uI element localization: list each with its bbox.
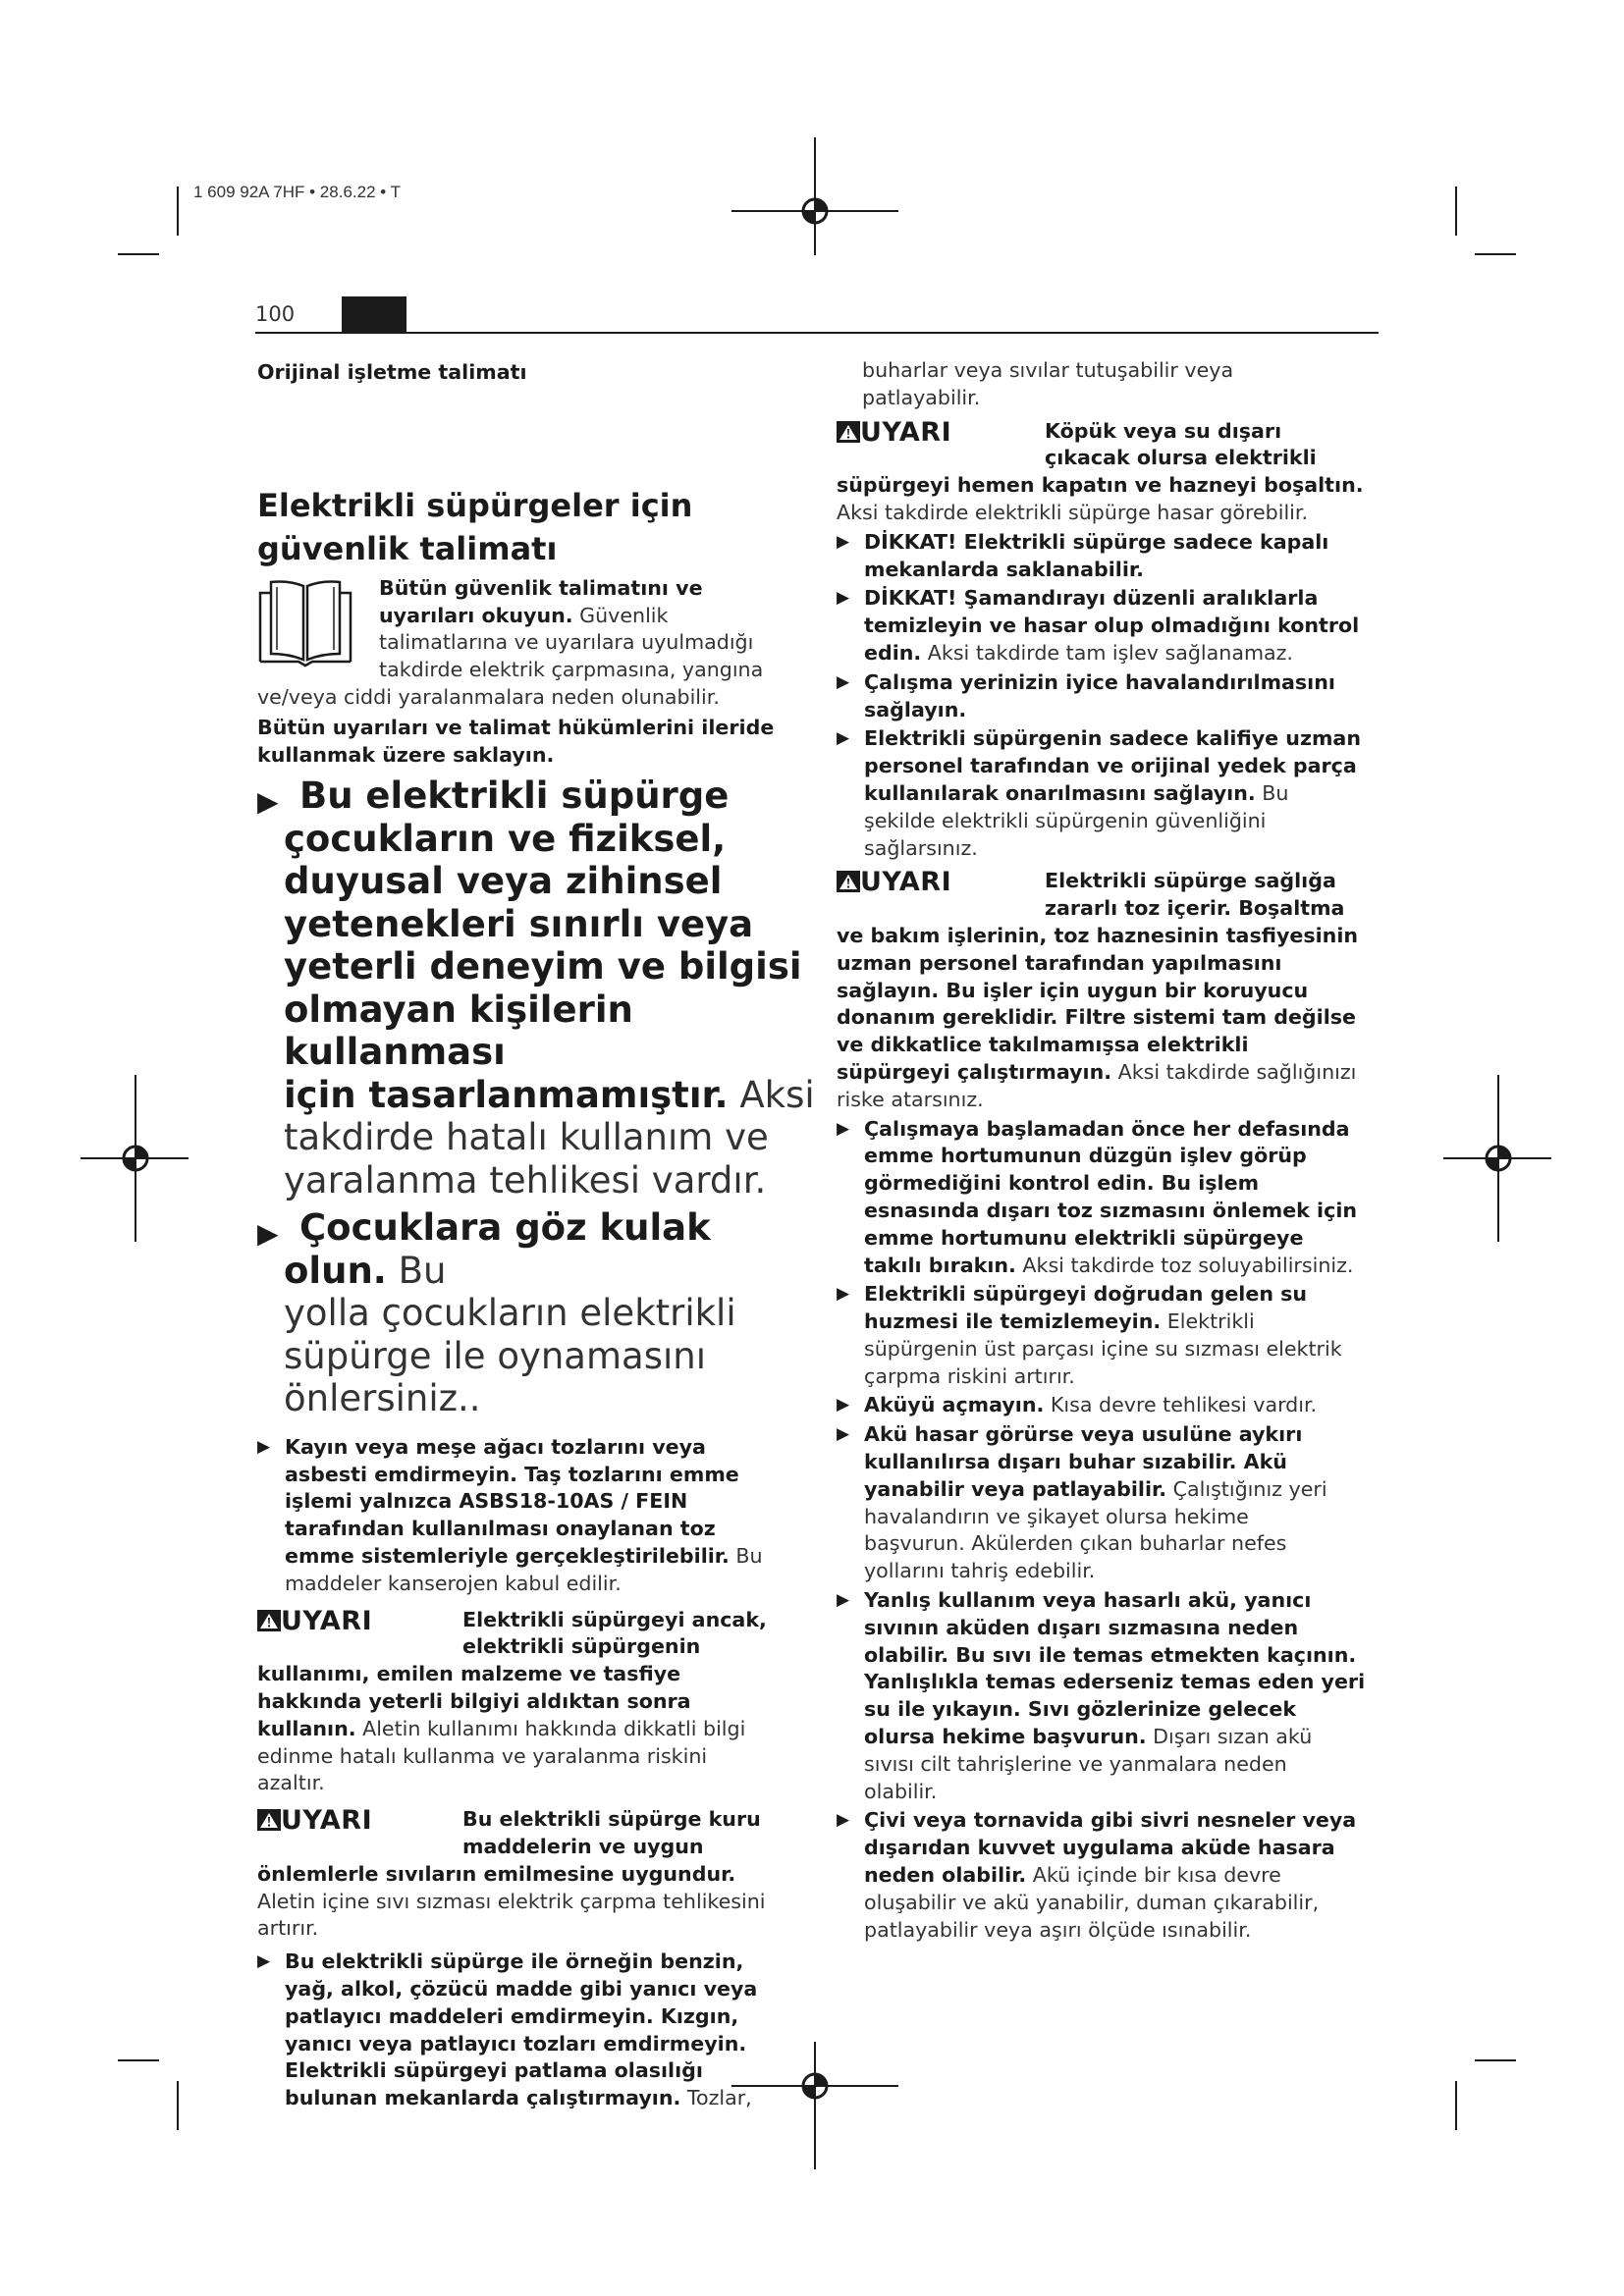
bullet-arrow-icon: ▶ [257, 785, 279, 819]
bullet-arrow-icon: ▶ [837, 1810, 850, 1831]
warning-1: UYARI Elektrikli süpürgeyi ancak, elektrikli süpürgenin kullanımı, emilen malzeme ve tasfiye hakkında yeterli bilgiyi aldıktan sonra kullanın. Aletin kullanımı hakkında dikkatli bilgi edinme hatalı kullanma ve yaralanma riskini azaltır. [257, 1605, 767, 1795]
bullet-arrow-icon: ▶ [837, 1118, 850, 1139]
bullet-arrow-icon: ▶ [837, 588, 850, 609]
registration-target-right-icon [1443, 1075, 1551, 1242]
bullet-arrow-icon: ▶ [257, 1436, 271, 1457]
warning-label: UYARI [257, 1607, 372, 1636]
big-bullet-children: ▶ Bu elektrikli süpürge çocukların ve fiziksel, duyusal veya zihinsel yetenekleri sınırlı veya yeterli deneyim ve bilgisi olmayan kişilerin kullanması için tasarlanmamıştır. Aksi takdirde hatalı kullanım ve yaralanma tehlikesi vardır. [257, 774, 815, 1201]
bullet-repair: ▶ Elektrikli süpürgenin sadece kalifiye uzman personel tarafından ve orijinal yedek parça kullanılarak onarılmasını sağlayın. Bu şekilde elektrikli süpürgenin güvenliğini sağlarsınız. [837, 726, 1361, 860]
keep-instructions: Bütün uyarıları ve talimat hükümlerini ileride kullanmak üzere saklayın. [257, 715, 775, 767]
warning-label: UYARI [837, 868, 951, 897]
warning-label: UYARI [837, 418, 951, 448]
bullet-battery-open: ▶ Aküyü açmayın. Kısa devre tehlikesi vardır. [837, 1392, 1386, 1419]
bullet-arrow-icon: ▶ [257, 1951, 271, 1972]
bullet-ventilation: ▶ Çalışma yerinizin iyice havalandırılmasını sağlayın. [837, 669, 1335, 721]
bullet-arrow-icon: ▶ [837, 1590, 850, 1611]
registration-target-top-icon [731, 137, 898, 255]
bullet-float: ▶ DİKKAT! Şamandırayı düzenli aralıklarla temizleyin ve hasar olup olmadığını kontrol edin. Aksi takdirde tam işlev sağlanamaz. [837, 586, 1360, 665]
warning-triangle-icon [837, 421, 860, 443]
continued-text: buharlar veya sıvılar tutuşabilir veya patlayabilir. [862, 358, 1234, 409]
right-column [837, 357, 1386, 1944]
page-number: 100 [255, 302, 296, 326]
warning-triangle-icon [837, 871, 860, 892]
bullet-battery-liquid: ▶ Yanlış kullanım veya hasarlı akü, yanıcı sıvının aküden dışarı sızmasına neden olabilir. Bu sıvı ile temas etmekten kaçının. Yanlışlıkla temas ederseniz temas eden yeri su ile yıkayın. Sıvı gözlerinize gelecek olursa hekime başvurun. Dışarı sızan akü sıvısı cilt tahrişlerine ve yanmalara neden olabilir. [837, 1588, 1366, 1803]
bullet-arrow-icon: ▶ [837, 1284, 850, 1305]
bullet-battery-vapour: ▶ Akü hasar görürse veya usulüne aykırı kullanılırsa dışarı buhar sızabilir. Akü yanabilir veya patlayabilir. Çalıştığınız yeri havalandırın ve şikayet olursa hekime başvurun. Akülerden çıkan buharlar nefes yollarını tahriş edebilir. [837, 1422, 1327, 1583]
big-bullet-supervise: ▶ Çocuklara göz kulak olun. Bu yolla çocukların elektrikli süpürge ile oynamasını önlersiniz.. [257, 1206, 736, 1420]
header-black-tab [342, 296, 406, 333]
doc-title: Orijinal işletme talimatı [257, 360, 527, 384]
bullet-dust: ▶ Kayın veya meşe ağacı tozlarını veya asbesti emdirmeyin. Taş tozlarını emme işlemi yalnızca ASBS18-10AS / FEIN tarafından kullanılması onaylanan toz emme sistemleriyle gerçekleştirilebilir. Bu maddeler kanserojen kabul edilir. [257, 1434, 763, 1595]
bullet-arrow-icon: ▶ [837, 728, 850, 749]
registration-target-left-icon [81, 1075, 189, 1242]
print-slug: 1 609 92A 7HF • 28.6.22 • T [193, 183, 402, 201]
bullet-flammable: ▶ Bu elektrikli süpürge ile örneğin benzin, yağ, alkol, çözücü madde gibi yanıcı veya patlayıcı maddeleri emdirmeyin. Kızgın, yanıcı veya patlayıcı tozları emdirmeyin. Elektrikli süpürgeyi patlama olasılığı bulunan mekanlarda çalıştırmayın. Tozlar, [257, 1949, 758, 2110]
bullet-storage: ▶ DİKKAT! Elektrikli süpürge sadece kapalı mekanlarda saklanabilir. [837, 529, 1329, 581]
warning-label: UYARI [257, 1806, 372, 1836]
bullet-battery-damage: ▶ Çivi veya tornavida gibi sivri nesneler veya dışarıdan kuvvet uygulama aküde hasara neden olabilir. Akü içinde bir kısa devre oluşabilir ve akü yanabilir, duman çıkarabilir, patlayabilir veya aşırı ölçüde ısınabilir. [837, 1808, 1357, 1942]
bullet-arrow-icon: ▶ [837, 671, 850, 692]
bullet-arrow-icon: ▶ [837, 1395, 850, 1415]
bullet-arrow-icon: ▶ [257, 1217, 279, 1251]
warning-triangle-icon [257, 1809, 281, 1831]
bullet-hose-check: ▶ Çalışmaya başlamadan önce her defasında emme hortumunun düzgün işlev görüp görmediğini kontrol edin. Bu işlem esnasında dışarı toz sızmasını önlemek için emme hortumunu elektrikli süpürgeye takılı bırakın. Aksi takdirde toz soluyabilirsiniz. [837, 1116, 1358, 1277]
read-instructions-block: Bütün güvenlik talimatını ve uyarıları okuyun. Güvenlik talimatlarına ve uyarılara uyulmadığı takdirde elektrik çarpmasına, yangına ve/veya ciddi yaralanmalara neden olunabilir. [257, 575, 764, 709]
warning-triangle-icon [257, 1610, 281, 1631]
warning-2: UYARI Bu elektrikli süpürge kuru maddelerin ve uygun önlemlerle sıvıların emilmesine uygundur. Aletin içine sıvı sızması elektrik çarpma tehlikesini artırır. [257, 1805, 766, 1941]
section-title: Elektrikli süpürgeler için güvenlik talimatı [257, 486, 693, 567]
warning-4: UYARI Elektrikli süpürge sağlığa zararlı toz içerir. Boşaltma ve bakım işlerinin, toz haznesinin tasfiyesinin uzman personel tarafından yapılmasını sağlayın. Bu işler için uygun bir koruyucu donanım gereklidir. Filtre sistemi tam değilse ve dikkatlice takılmamışsa elektrikli süpürgeyi çalıştırmayın. Aksi takdirde sağlığınızı riske atarsınız. [837, 867, 1359, 1111]
book-icon [257, 579, 353, 669]
bullet-arrow-icon: ▶ [837, 1424, 850, 1445]
bullet-arrow-icon: ▶ [837, 531, 850, 552]
header-rule [255, 332, 1379, 334]
bullet-water-jet: ▶ Elektrikli süpürgeyi doğrudan gelen su huzmesi ile temizlemeyin. Elektrikli süpürgenin üst parçası içine su sızması elektrik çarpma riskini artırır. [837, 1282, 1342, 1388]
left-column [257, 359, 822, 2112]
warning-3: UYARI Köpük veya su dışarı çıkacak olursa elektrikli süpürgeyi hemen kapatın ve hazneyi boşaltın. Aksi takdirde elektrikli süpürge hasar görebilir. [837, 416, 1364, 524]
